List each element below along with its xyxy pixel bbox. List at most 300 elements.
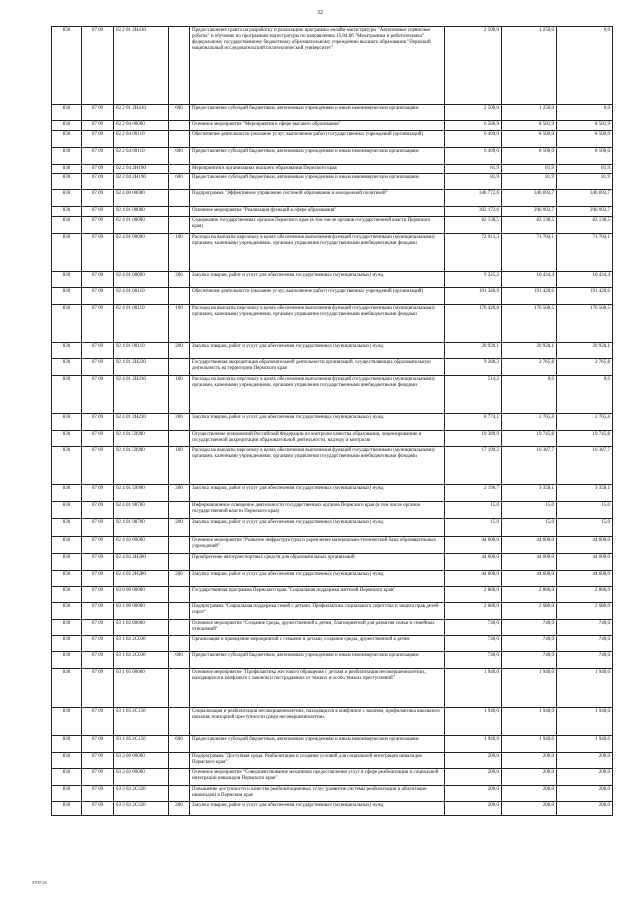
cell-amount-2021: 8 774,1 — [445, 414, 502, 431]
cell-rzpr: 07 09 — [82, 165, 114, 174]
cell-csr: 03 1 05 2С150 — [114, 736, 169, 753]
budget-table — [51, 26, 613, 816]
cell-name: Подпрограмма "Социальная поддержка семей с детьми. Профилактика социального сиротства и защита прав детей-сирот" — [190, 603, 445, 620]
table-row — [52, 603, 613, 620]
table-row — [52, 431, 613, 447]
cell-amount-2021: 81,9 — [445, 165, 502, 174]
cell-csr: 03 3 02 2С320 — [114, 786, 169, 802]
cell-amount-2023: 191 428,6 — [557, 288, 613, 305]
cell-ved: 830 — [52, 554, 82, 571]
table-row — [52, 802, 613, 816]
cell-name: Обеспечение деятельности (оказание услуг, выполнение работ) государственных учреждений (организаций) — [190, 288, 445, 305]
cell-name: Закупка товаров, работ и услуг для обеспечения государственных (муниципальных) нужд — [190, 272, 445, 288]
cell-csr: 02 4 01 98700 — [114, 502, 169, 519]
cell-rzpr: 07 09 — [82, 736, 114, 753]
cell-amount-2023: 44 600,0 — [557, 554, 613, 571]
cell-name: Закупка товаров, работ и услуг для обеспечения государственных (муниципальных) нужд — [190, 571, 445, 587]
cell-name: Закупка товаров, работ и услуг для обеспечения государственных (муниципальных) нужд — [190, 414, 445, 431]
cell-amount-2022: 2 680,0 — [502, 603, 557, 620]
cell-amount-2023: 2 765,8 — [557, 359, 613, 376]
cell-amount-2022: 1 940,0 — [502, 708, 557, 736]
cell-vr: 600 — [169, 174, 190, 190]
table-row — [52, 207, 613, 217]
cell-name: Повышение доступности и качества реабилитационных услуг (развитие системы реабилитации и абилитации инвалидов) в Пермском крае — [190, 786, 445, 802]
cell-amount-2022: 740,0 — [502, 652, 557, 669]
cell-rzpr: 07 09 — [82, 376, 114, 414]
cell-name: Подпрограмма "Эффективное управление системой образования и молодежной политикой" — [190, 190, 445, 207]
cell-amount-2022: 200,0 — [502, 753, 557, 769]
cell-csr: 03 1 05 00000 — [114, 669, 169, 708]
cell-amount-2021: 514,2 — [445, 376, 502, 414]
cell-amount-2022: 15,0 — [502, 519, 557, 537]
cell-amount-2022: 0,0 — [502, 376, 557, 414]
cell-vr — [169, 537, 190, 554]
cell-ved: 830 — [52, 343, 82, 359]
cell-amount-2023: 15,0 — [557, 502, 613, 519]
cell-vr — [169, 165, 190, 174]
cell-amount-2023: 15,0 — [557, 519, 613, 537]
cell-name: Осуществление полномочий Российской Федерации по контролю качества образования, лицензированию и государственной аккредитации образовательной деятельности, надзору и контролю — [190, 431, 445, 447]
cell-rzpr: 07 09 — [82, 207, 114, 217]
cell-name: Основное мероприятие "Профилактика жестокого обращения с детьми и реабилитация несовершеннолетних, находящихся в конфликте с законом и пострадавших от тяжких и особо тяжких преступлений" — [190, 669, 445, 708]
cell-amount-2023: 200,0 — [557, 753, 613, 769]
cell-csr: 02 2 04 00110 — [114, 148, 169, 165]
cell-name: Содержание государственных органов Пермского края (в том числе органов государственной власти Пермского края) — [190, 217, 445, 234]
table-row — [52, 414, 613, 431]
cell-amount-2022: 2 765,8 — [502, 414, 557, 431]
cell-ved: 830 — [52, 708, 82, 736]
cell-vr: 100 — [169, 447, 190, 485]
table-row — [52, 343, 613, 359]
cell-rzpr: 07 09 — [82, 669, 114, 708]
cell-name: Расходы на выплаты персоналу в целях обеспечения выполнения функций государственными (муниципальными) органами, казенными учреждениями, органами управления государственными внебюджетными фондами — [190, 447, 445, 485]
table-row — [52, 554, 613, 571]
cell-amount-2023: 740,0 — [557, 652, 613, 669]
cell-amount-2022: 1 250,0 — [502, 27, 557, 105]
cell-name: Закупка товаров, работ и услуг для обеспечения государственных (муниципальных) нужд — [190, 802, 445, 816]
cell-vr — [169, 620, 190, 636]
cell-amount-2021: 9 225,2 — [445, 272, 502, 288]
cell-vr: 600 — [169, 652, 190, 669]
cell-rzpr: 07 09 — [82, 105, 114, 121]
cell-csr: 02 2 04 00110 — [114, 131, 169, 148]
cell-rzpr: 07 09 — [82, 708, 114, 736]
table-row — [52, 148, 613, 165]
cell-rzpr: 07 09 — [82, 519, 114, 537]
cell-ved: 830 — [52, 272, 82, 288]
cell-name: Основное мероприятие "Развитие инфраструктуры и укрепление материально-технической базы образовательных учреждений" — [190, 537, 445, 554]
cell-ved: 830 — [52, 447, 82, 485]
cell-rzpr: 07 09 — [82, 131, 114, 148]
cell-csr: 02 4 02 2Н280 — [114, 554, 169, 571]
cell-vr: 200 — [169, 571, 190, 587]
table-row — [52, 272, 613, 288]
cell-rzpr: 07 09 — [82, 414, 114, 431]
cell-amount-2021: 302 172,6 — [445, 207, 502, 217]
cell-name: Основное мероприятие "Совершенствование механизма предоставления услуг в сфере реабилитации и социальной интеграции инвалидов Пермского края" — [190, 769, 445, 786]
cell-amount-2023: 200,0 — [557, 802, 613, 816]
cell-amount-2023: 71 704,1 — [557, 234, 613, 272]
cell-ved: 830 — [52, 802, 82, 816]
table-body — [52, 27, 613, 816]
cell-amount-2023: 296 093,7 — [557, 207, 613, 217]
cell-ved: 830 — [52, 753, 82, 769]
cell-amount-2023: 0,0 — [557, 376, 613, 414]
table-row — [52, 447, 613, 485]
cell-vr — [169, 786, 190, 802]
cell-vr — [169, 587, 190, 603]
cell-vr — [169, 131, 190, 148]
cell-csr: 02 4 01 00110 — [114, 305, 169, 343]
cell-amount-2022: 16 387,7 — [502, 447, 557, 485]
cell-vr: 600 — [169, 148, 190, 165]
cell-amount-2022: 740,0 — [502, 636, 557, 652]
cell-amount-2022: 1 940,0 — [502, 736, 557, 753]
cell-vr: 200 — [169, 519, 190, 537]
cell-csr: 03 1 02 2С030 — [114, 636, 169, 652]
cell-amount-2021: 44 600,0 — [445, 554, 502, 571]
cell-ved: 830 — [52, 148, 82, 165]
cell-amount-2022: 170 508,5 — [502, 305, 557, 343]
cell-rzpr: 07 09 — [82, 288, 114, 305]
cell-ved: 830 — [52, 431, 82, 447]
cell-csr: 02 4 01 2Н230 — [114, 359, 169, 376]
cell-csr: 02 4 01 00110 — [114, 343, 169, 359]
cell-name: Информационное освещение деятельности государственных органов Пермского края (в том числе органов государственной власти Пермского края) — [190, 502, 445, 519]
cell-amount-2022: 20 920,1 — [502, 343, 557, 359]
cell-rzpr: 07 09 — [82, 537, 114, 554]
table-row — [52, 736, 613, 753]
cell-ved: 830 — [52, 537, 82, 554]
cell-amount-2023: 1 940,0 — [557, 708, 613, 736]
cell-name: Основное мероприятие "Мероприятия в сфере высшего образования" — [190, 121, 445, 131]
cell-vr: 100 — [169, 305, 190, 343]
cell-amount-2022: 200,0 — [502, 786, 557, 802]
cell-amount-2023: 740,0 — [557, 620, 613, 636]
cell-amount-2023: 2 765,8 — [557, 414, 613, 431]
cell-amount-2022: 2 880,0 — [502, 587, 557, 603]
cell-ved: 830 — [52, 131, 82, 148]
table-row — [52, 786, 613, 802]
cell-ved: 830 — [52, 736, 82, 753]
cell-amount-2022: 8 500,0 — [502, 148, 557, 165]
cell-csr: 02 4 00 00000 — [114, 190, 169, 207]
cell-csr: 03 1 00 00000 — [114, 603, 169, 620]
cell-ved: 830 — [52, 105, 82, 121]
table-row — [52, 587, 613, 603]
cell-csr: 02 2 04 2Н190 — [114, 174, 169, 190]
cell-csr: 02 4 01 2Н230 — [114, 376, 169, 414]
cell-ved: 830 — [52, 207, 82, 217]
cell-amount-2021: 740,0 — [445, 620, 502, 636]
cell-vr — [169, 502, 190, 519]
cell-amount-2022: 1 940,0 — [502, 669, 557, 708]
cell-amount-2023: 3 358,1 — [557, 485, 613, 502]
table-row — [52, 636, 613, 652]
table-row — [52, 305, 613, 343]
cell-amount-2022: 44 600,0 — [502, 571, 557, 587]
cell-amount-2022: 44 600,0 — [502, 537, 557, 554]
cell-vr: 200 — [169, 485, 190, 502]
cell-amount-2023: 8 500,0 — [557, 131, 613, 148]
cell-ved: 830 — [52, 305, 82, 343]
table-row — [52, 620, 613, 636]
cell-amount-2023: 44 600,0 — [557, 537, 613, 554]
cell-ved: 830 — [52, 485, 82, 502]
table-row — [52, 708, 613, 736]
cell-csr: 02 2 04 00000 — [114, 121, 169, 131]
table-row — [52, 537, 613, 554]
table-row — [52, 652, 613, 669]
table-row — [52, 27, 613, 105]
cell-amount-2023: 1 940,0 — [557, 669, 613, 708]
cell-amount-2023: 10 434,4 — [557, 272, 613, 288]
cell-ved: 830 — [52, 376, 82, 414]
cell-amount-2023: 2 680,0 — [557, 603, 613, 620]
cell-amount-2023: 0,0 — [557, 105, 613, 121]
cell-amount-2023: 340 693,7 — [557, 190, 613, 207]
cell-name: Социализация и реабилитация несовершеннолетних, находящихся в конфликте с законом, профилактика школьного насилия, повторной преступности среди несовершеннолетних — [190, 708, 445, 736]
cell-amount-2023: 2 880,0 — [557, 587, 613, 603]
cell-amount-2021: 19 389,9 — [445, 431, 502, 447]
cell-amount-2022: 296 093,7 — [502, 207, 557, 217]
cell-csr: 03 0 00 00000 — [114, 587, 169, 603]
cell-amount-2021: 2 500,0 — [445, 27, 502, 105]
cell-ved: 830 — [52, 234, 82, 272]
cell-csr: 02 4 02 2Н280 — [114, 571, 169, 587]
cell-vr — [169, 669, 190, 708]
cell-ved: 830 — [52, 669, 82, 708]
cell-ved: 830 — [52, 165, 82, 174]
cell-vr: 100 — [169, 234, 190, 272]
cell-name: Предоставление субсидий бюджетным, автономным учреждениям и иным некоммерческим организациям — [190, 652, 445, 669]
cell-csr: 02 4 01 98700 — [114, 519, 169, 537]
cell-amount-2021: 82 138,5 — [445, 217, 502, 234]
cell-amount-2021: 15,0 — [445, 502, 502, 519]
table-row — [52, 174, 613, 190]
cell-rzpr: 07 09 — [82, 174, 114, 190]
cell-ved: 830 — [52, 359, 82, 376]
cell-vr: 600 — [169, 736, 190, 753]
cell-amount-2023: 8 581,9 — [557, 121, 613, 131]
table-row — [52, 190, 613, 207]
cell-amount-2021: 6 580,9 — [445, 121, 502, 131]
cell-name: Государственная аккредитация образовательной деятельности организаций, осуществляющих образовательную деятельность на территории Пермского края — [190, 359, 445, 376]
cell-amount-2022: 71 704,1 — [502, 234, 557, 272]
table-row — [52, 121, 613, 131]
cell-amount-2021: 200,0 — [445, 802, 502, 816]
cell-amount-2023: 82 138,5 — [557, 217, 613, 234]
cell-ved: 830 — [52, 190, 82, 207]
cell-csr: 03 3 02 00000 — [114, 769, 169, 786]
cell-csr: 02 2 04 2Н190 — [114, 165, 169, 174]
cell-name: Обеспечение деятельности (оказание услуг, выполнение работ) государственных учреждений (организаций) — [190, 131, 445, 148]
cell-rzpr: 07 09 — [82, 485, 114, 502]
cell-csr: 02 4 01 00090 — [114, 234, 169, 272]
table-row — [52, 519, 613, 537]
cell-name: Предоставление субсидий бюджетным, автономным учреждениям и иным некоммерческим организациям — [190, 736, 445, 753]
table-row — [52, 359, 613, 376]
cell-amount-2022: 740,0 — [502, 620, 557, 636]
table-row — [52, 571, 613, 587]
cell-amount-2023: 1 940,0 — [557, 736, 613, 753]
cell-rzpr: 07 09 — [82, 234, 114, 272]
cell-rzpr: 07 09 — [82, 587, 114, 603]
cell-amount-2022: 8 500,0 — [502, 131, 557, 148]
cell-vr — [169, 359, 190, 376]
cell-csr: 02 4 01 59900 — [114, 447, 169, 485]
cell-ved: 830 — [52, 121, 82, 131]
page-number: 32 — [317, 10, 323, 16]
cell-csr: 03 1 02 2С030 — [114, 652, 169, 669]
cell-rzpr: 07 09 — [82, 802, 114, 816]
cell-amount-2023: 170 508,5 — [557, 305, 613, 343]
cell-amount-2023: 16 387,7 — [557, 447, 613, 485]
cell-csr: 02 4 01 00000 — [114, 207, 169, 217]
cell-amount-2021: 17 199,2 — [445, 447, 502, 485]
document-code: 3797-21 — [32, 880, 47, 885]
cell-rzpr: 07 09 — [82, 431, 114, 447]
cell-amount-2023: 0,0 — [557, 27, 613, 105]
cell-name: Расходы на выплаты персоналу в целях обеспечения выполнения функций государственными (муниципальными) органами, казенными учреждениями, органами управления государственными внебюджетными фондами — [190, 234, 445, 272]
cell-amount-2021: 6 499,0 — [445, 148, 502, 165]
cell-rzpr: 07 09 — [82, 305, 114, 343]
table-row — [52, 769, 613, 786]
cell-amount-2022: 3 358,1 — [502, 485, 557, 502]
cell-amount-2021: 20 920,1 — [445, 343, 502, 359]
table-row — [52, 753, 613, 769]
table-row — [52, 217, 613, 234]
cell-vr — [169, 121, 190, 131]
cell-name: Расходы на выплаты персоналу в целях обеспечения выполнения функций государственными (муниципальными) органами, казенными учреждениями, органами управления государственными внебюджетными фондами — [190, 376, 445, 414]
cell-amount-2021: 1 940,0 — [445, 736, 502, 753]
cell-ved: 830 — [52, 414, 82, 431]
table-row — [52, 131, 613, 148]
cell-csr: 02 2 01 2Н410 — [114, 105, 169, 121]
cell-amount-2021: 2 500,0 — [445, 105, 502, 121]
table-row — [52, 485, 613, 502]
cell-rzpr: 07 09 — [82, 636, 114, 652]
cell-rzpr: 07 09 — [82, 620, 114, 636]
cell-csr: 02 2 01 2Н410 — [114, 27, 169, 105]
cell-rzpr: 07 09 — [82, 121, 114, 131]
cell-name: Предоставление субсидий бюджетным, автономным учреждениям и иным некоммерческим организациям — [190, 105, 445, 121]
cell-csr: 02 4 01 00090 — [114, 272, 169, 288]
cell-amount-2021: 44 600,0 — [445, 571, 502, 587]
cell-amount-2022: 191 428,6 — [502, 288, 557, 305]
table-row — [52, 105, 613, 121]
cell-vr: 200 — [169, 802, 190, 816]
cell-ved: 830 — [52, 571, 82, 587]
cell-rzpr: 07 09 — [82, 359, 114, 376]
cell-rzpr: 07 09 — [82, 603, 114, 620]
cell-amount-2022: 15,0 — [502, 502, 557, 519]
cell-rzpr: 07 09 — [82, 27, 114, 105]
cell-amount-2022: 44 600,0 — [502, 554, 557, 571]
cell-amount-2021: 1 940,0 — [445, 708, 502, 736]
cell-amount-2021: 2 880,0 — [445, 587, 502, 603]
cell-amount-2022: 200,0 — [502, 769, 557, 786]
cell-vr — [169, 207, 190, 217]
cell-vr — [169, 753, 190, 769]
cell-vr — [169, 190, 190, 207]
cell-amount-2022: 82 138,5 — [502, 217, 557, 234]
cell-csr: 03 1 05 2С150 — [114, 708, 169, 736]
cell-vr — [169, 636, 190, 652]
cell-vr: 600 — [169, 105, 190, 121]
cell-amount-2022: 2 765,8 — [502, 359, 557, 376]
cell-name: Закупка товаров, работ и услуг для обеспечения государственных (муниципальных) нужд — [190, 485, 445, 502]
cell-vr — [169, 27, 190, 105]
cell-amount-2022: 340 693,7 — [502, 190, 557, 207]
cell-vr: 200 — [169, 343, 190, 359]
cell-rzpr: 07 09 — [82, 652, 114, 669]
cell-csr: 02 4 01 59900 — [114, 485, 169, 502]
cell-amount-2021: 6 499,0 — [445, 131, 502, 148]
cell-amount-2023: 740,0 — [557, 636, 613, 652]
cell-ved: 830 — [52, 636, 82, 652]
cell-amount-2023: 200,0 — [557, 769, 613, 786]
cell-name: Предоставление гранта на разработку и реализацию программы онлайн-магистратуры "Автономные сервисные роботы" и обучение по программам магистратуры по направлению 15.04.06 "Мехатроника и робототехника" федеральному государственному бюджетному образовательному учреждению высшего образования "Пермский национальный исследовательский политехнический университет" — [190, 27, 445, 105]
cell-name: Подпрограмма "Доступная среда. Реабилитация и создание условий для социальной интеграции инвалидов Пермского края" — [190, 753, 445, 769]
cell-rzpr: 07 09 — [82, 554, 114, 571]
cell-ved: 830 — [52, 769, 82, 786]
cell-name: Расходы на выплаты персоналу в целях обеспечения выполнения функций государственными (муниципальными) органами, казенными учреждениями, органами управления государственными внебюджетными фондами — [190, 305, 445, 343]
cell-amount-2021: 15,0 — [445, 519, 502, 537]
cell-amount-2021: 72 913,3 — [445, 234, 502, 272]
cell-name: Основное мероприятие "Создание среды, дружественной к детям, благоприятной для развития семьи и семейных отношений" — [190, 620, 445, 636]
cell-csr: 02 4 01 00090 — [114, 217, 169, 234]
cell-vr — [169, 769, 190, 786]
cell-vr: 200 — [169, 272, 190, 288]
table-row — [52, 502, 613, 519]
cell-ved: 830 — [52, 652, 82, 669]
cell-amount-2021: 2 680,0 — [445, 603, 502, 620]
cell-ved: 830 — [52, 288, 82, 305]
cell-amount-2021: 740,0 — [445, 636, 502, 652]
cell-name: Закупка товаров, работ и услуг для обеспечения государственных (муниципальных) нужд — [190, 519, 445, 537]
cell-vr — [169, 217, 190, 234]
table-row — [52, 234, 613, 272]
cell-name: Приобретение автотранспортных средств для образовательных организаций — [190, 554, 445, 571]
cell-amount-2023: 200,0 — [557, 786, 613, 802]
cell-ved: 830 — [52, 174, 82, 190]
cell-amount-2021: 1 940,0 — [445, 669, 502, 708]
cell-rzpr: 07 09 — [82, 753, 114, 769]
cell-vr: 200 — [169, 414, 190, 431]
table-row — [52, 376, 613, 414]
cell-rzpr: 07 09 — [82, 217, 114, 234]
table-row — [52, 288, 613, 305]
cell-amount-2021: 200,0 — [445, 786, 502, 802]
cell-rzpr: 07 09 — [82, 786, 114, 802]
cell-ved: 830 — [52, 217, 82, 234]
cell-amount-2022: 1 250,0 — [502, 105, 557, 121]
cell-name: Мероприятия в организациях высшего образования Пермского края — [190, 165, 445, 174]
cell-ved: 830 — [52, 587, 82, 603]
cell-name: Предоставление субсидий бюджетным, автономным учреждениям и иным некоммерческим организациям — [190, 174, 445, 190]
cell-amount-2022: 10 434,4 — [502, 272, 557, 288]
cell-rzpr: 07 09 — [82, 769, 114, 786]
cell-amount-2022: 8 581,9 — [502, 121, 557, 131]
cell-amount-2021: 740,0 — [445, 652, 502, 669]
cell-amount-2023: 19 745,8 — [557, 431, 613, 447]
cell-csr: 02 4 01 00110 — [114, 288, 169, 305]
cell-amount-2021: 191 340,9 — [445, 288, 502, 305]
cell-rzpr: 07 09 — [82, 571, 114, 587]
cell-name: Закупка товаров, работ и услуг для обеспечения государственных (муниципальных) нужд — [190, 343, 445, 359]
cell-amount-2022: 81,9 — [502, 174, 557, 190]
